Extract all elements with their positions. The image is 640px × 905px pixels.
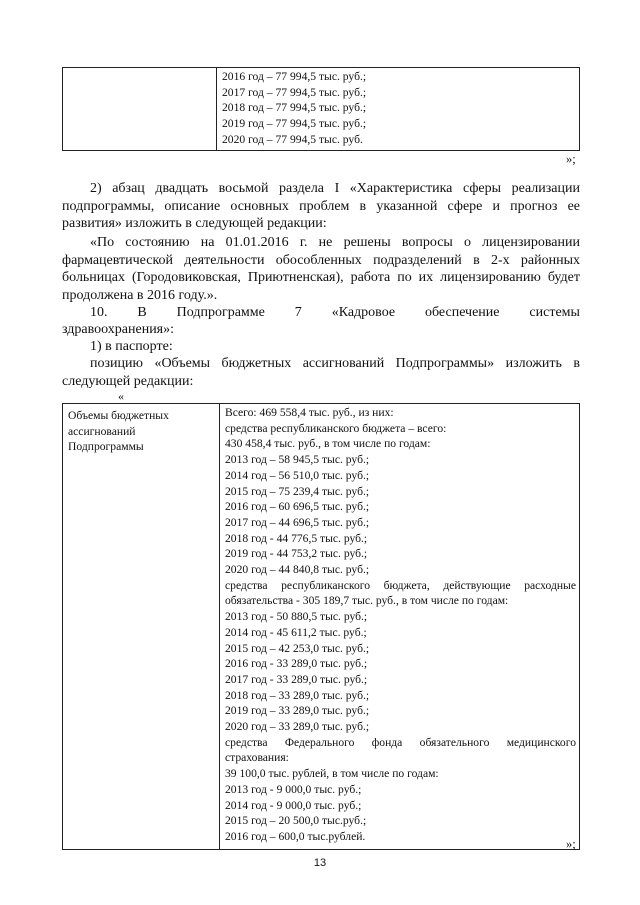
paragraph-quote: «По состоянию на 01.01.2016 г. не решены вопросы о лицензировании фармацевтической деятельности обособленных подразделений в 2-х районных больницах (Городовиковская, Приютненская), работа по их лицензированию будет продолжена в 2016 году.». [62,235,580,303]
text-line: 2017 год – 77 994,5 тыс. руб.; [222,85,367,99]
text-line: обязательства - 305 189,7 тыс. руб., в том числе по годам: [225,594,509,608]
paragraph-item-10-continuation: здравоохранения»: [62,322,175,337]
text-line: 2020 год – 77 994,5 тыс. руб. [222,132,363,146]
text-line: 2016 год – 600,0 тыс.рублей. [225,829,366,843]
paragraph-item-10 [90,304,580,322]
funding-table-continued [62,67,580,151]
text-line: 2019 год - 44 753,2 тыс. руб.; [225,547,368,561]
text-line: 2020 год – 44 840,8 тыс. руб.; [225,563,370,577]
text-line: 39 100,0 тыс. рублей, в том числе по годам: [225,767,439,781]
text-line: 2018 год – 33 289,0 тыс. руб.; [225,688,370,702]
word: обеспечение [424,305,500,320]
budget-allocations-table [62,403,580,850]
text-line: 2014 год – 56 510,0 тыс. руб.; [225,468,370,482]
text-line: 2015 год – 42 253,0 тыс. руб.; [225,641,370,655]
word: системы [529,305,580,320]
text-line: 2018 год – 77 994,5 тыс. руб.; [222,101,367,115]
text-line: Всего: 469 558,4 тыс. руб., из них: [225,406,394,419]
text-line: 2015 год – 75 239,4 тыс. руб.; [225,484,370,498]
label-line: Подпрограммы [68,440,144,453]
paragraph-position: позицию «Объемы бюджетных ассигнований Подпрограммы» изложить в следующей редакции: [62,356,580,389]
text-line: страхования: [225,751,289,765]
label-line: ассигнований [68,424,136,438]
word: «Кадровое [331,305,396,320]
text-line: 2014 год - 9 000,0 тыс. руб.; [225,798,362,812]
text-line: 2013 год – 58 945,5 тыс. руб.; [225,453,370,467]
text-line: средства республиканского бюджета, действующие расходные [225,578,576,592]
table-values-cell [220,404,580,850]
text-line: 430 458,4 тыс. руб., в том числе по годам: [225,437,431,451]
table-empty-cell [63,68,217,151]
text-line: 2017 год – 44 696,5 тыс. руб.; [225,515,370,529]
table-label-cell [63,404,220,850]
page-number: 13 [313,857,327,869]
text-line: 2018 год - 44 776,5 тыс. руб.; [225,531,368,545]
word: 7 [294,305,302,320]
text-line: 2017 год - 33 289,0 тыс. руб.; [225,672,368,686]
text-line: средства Федерального фонда обязательного медицинского [225,735,576,749]
closing-quote-mark: »; [566,837,576,851]
word: В [137,305,147,320]
table-values-cell [217,68,580,151]
text-line: 2016 год – 77 994,5 тыс. руб.; [222,70,367,83]
word: 10. [90,305,108,320]
text-line: 2019 год – 77 994,5 тыс. руб.; [222,117,367,131]
text-line: 2014 год - 45 611,2 тыс. руб.; [225,625,367,639]
opening-quote-mark: « [118,389,124,403]
paragraph-item-1: 1) в паспорте: [90,339,173,354]
text-line: 2013 год - 9 000,0 тыс. руб.; [225,782,362,796]
word: Подпрограмме [176,305,265,320]
text-line: 2019 год – 33 289,0 тыс. руб.; [225,704,370,718]
closing-quote-mark: »; [566,152,576,166]
text-line: 2015 год – 20 500,0 тыс.руб.; [225,814,367,828]
text-line: 2020 год – 33 289,0 тыс. руб.; [225,720,370,734]
text-line: 2016 год - 33 289,0 тыс. руб.; [225,657,368,671]
paragraph-item-2: 2) абзац двадцать восьмой раздела I «Характеристика сферы реализации подпрограммы, описание основных проблем в указанной сфере и прогноз ее развития» изложить в следующей редакции: [62,181,580,231]
label-line: Объемы бюджетных [68,409,169,422]
text-line: 2013 год - 50 880,5 тыс. руб.; [225,610,368,624]
text-line: средства республиканского бюджета – всего: [225,421,447,435]
text-line: 2016 год – 60 696,5 тыс. руб.; [225,500,370,514]
